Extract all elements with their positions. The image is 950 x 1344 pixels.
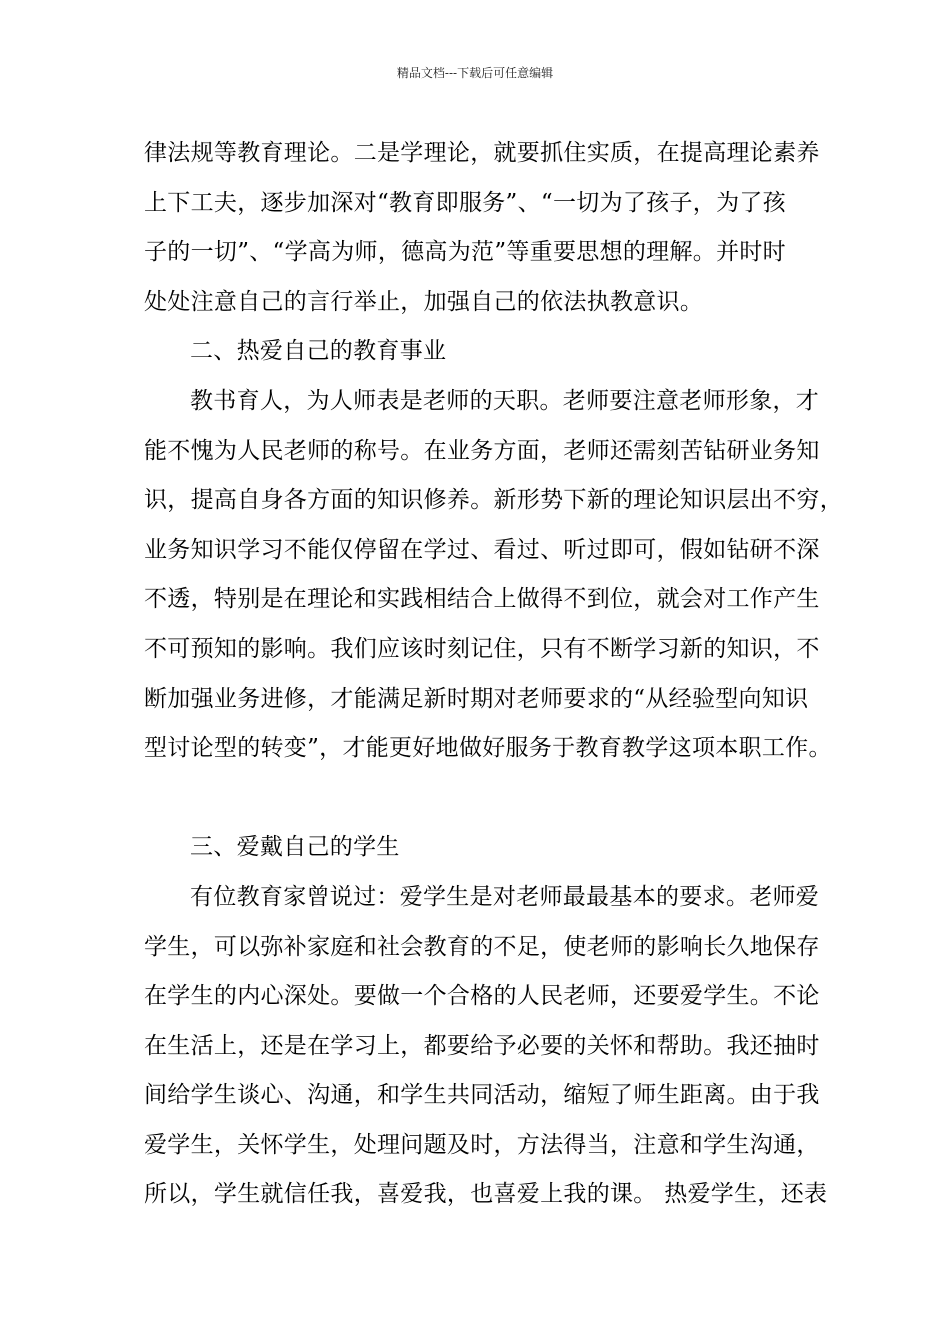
page-header: 精品文档---下载后可任意编辑 — [396, 66, 554, 80]
text-line: 所以，学生就信任我，喜爱我，也喜爱上我的课。 热爱学生，还表 — [144, 1181, 828, 1208]
text-line: 不透，特别是在理论和实践相结合上做得不到位，就会对工作产生 — [144, 586, 820, 613]
text-line: 有位教育家曾说过：爱学生是对老师最最基本的要求。老师爱 — [190, 883, 820, 910]
text-line: 业务知识学习不能仅停留在学过、看过、听过即可，假如钻研不深 — [144, 536, 820, 563]
text-line: 上下工夫，逐步加深对“教育即服务”、“一切为了孩子，为了孩 — [144, 189, 786, 216]
text-line: 能不愧为人民老师的称号。在业务方面，老师还需刻苦钻研业务知 — [144, 437, 820, 464]
section-heading-3: 三、爱戴自己的学生 — [190, 834, 400, 861]
text-line: 型讨论型的转变”，才能更好地做好服务于教育教学这项本职工作。 — [144, 735, 832, 762]
text-line: 在学生的内心深处。要做一个合格的人民老师，还要爱学生。不论 — [144, 983, 820, 1010]
text-line: 断加强业务进修，才能满足新时期对老师要求的“从经验型向知识 — [144, 685, 809, 712]
text-line: 子的一切”、“学高为师，德高为范”等重要思想的理解。并时时 — [144, 239, 786, 266]
section-heading-2: 二、热爱自己的教育事业 — [190, 338, 447, 365]
text-line: 处处注意自己的言行举止，加强自己的依法执教意识。 — [144, 288, 704, 315]
text-line: 不可预知的影响。我们应该时刻记住，只有不断学习新的知识，不 — [144, 635, 820, 662]
text-line: 在生活上，还是在学习上，都要给予必要的关怀和帮助。我还抽时 — [144, 1032, 820, 1059]
blank-line — [144, 774, 834, 824]
text-line: 爱学生，关怀学生，处理问题及时，方法得当，注意和学生沟通， — [144, 1131, 820, 1158]
text-line: 律法规等教育理论。二是学理论，就要抓住实质，在提高理论素养 — [144, 140, 820, 166]
text-line: 学生，可以弥补家庭和社会教育的不足，使老师的影响长久地保存 — [144, 933, 820, 960]
document-body — [144, 129, 843, 1220]
text-line: 教书育人，为人师表是老师的天职。老师要注意老师形象，才 — [190, 387, 820, 414]
text-line: 间给学生谈心、沟通，和学生共同活动，缩短了师生距离。由于我 — [144, 1082, 820, 1109]
text-line: 识，提高自身各方面的知识修养。新形势下新的理论知识层出不穷， — [144, 487, 843, 514]
